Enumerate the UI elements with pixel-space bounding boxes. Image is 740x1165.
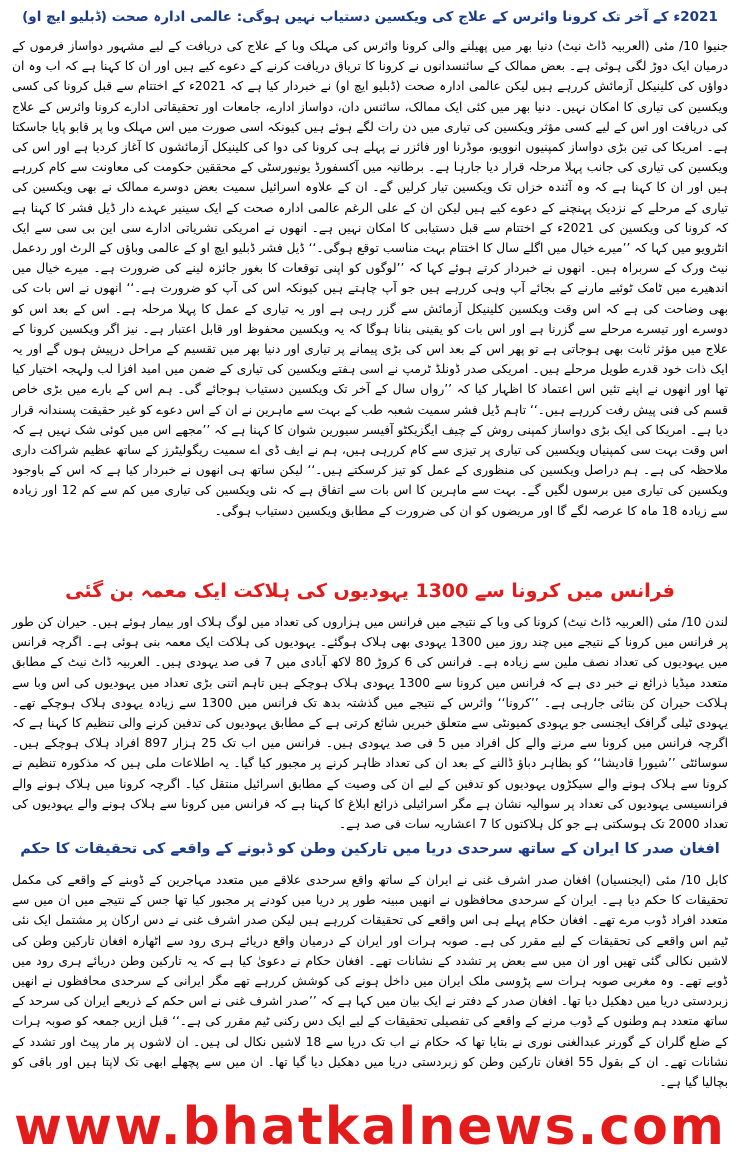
news-page [0, 2, 740, 1165]
headline-afghan-investigation: افغان صدر کا ایران کے ساتھ سرحدی دریا میں تارکین وطن کو ڈبونے کے واقعے کی تحقیقات کا حکم [20, 841, 720, 857]
article-who-vaccine [12, 2, 728, 564]
article-body-france-deaths: لندن 10/ مئی (العربیہ ڈاٹ نیٹ) کرونا کی وبا کے نتیجے میں فرانس میں ہزاروں کی تعداد میں لوگ ہلاک اور بیمار ہوئے ہیں۔ حیران کن طور پر فرانس میں کرونا کے نتیجے میں چند روز میں 1300 یہودی بھی ہلاک ہوگئے۔ یہودیوں کی ہلاکت ایک معمہ بنی ہوئی ہے۔ اگرچہ فرانس میں یہودیوں کی تعداد نصف ملین سے زیادہ ہے۔ فرانس کی 6 کروڑ 80 لاکھ آبادی میں 7 فی صد یہودی ہیں۔ العربیہ ڈاٹ نیٹ کے مطابق متعدد میڈیا ذرائع نے خبر دی ہے کہ فرانس میں کرونا سے 1300 یہودی ہلاک ہوچکے ہیں تاہم اتنی بڑی تعداد میں یہودیوں کی اس وبا سے ہلاکت حیران کن بتائی جارہی ہے۔ ’’کرونا‘‘ وائرس کے نتیجے میں گذشتہ بدھ تک فرانس میں 1300 سے زیادہ یہودی ہلاک ہوچکے تھے۔ یہودی ٹیلی گرافک ایجنسی جو یہودی کمیونٹی سے متعلق خبریں شائع کرتی ہے کے مطابق یہودیوں کی تدفین کرنے والی تنظیم کا کہنا ہے کہ اگرچہ فرانس میں کرونا سے مرنے والے کل افراد میں 5 فی صد یہودی ہیں۔ فرانس میں اب تک 25 ہزار 897 افراد ہلاک ہوچکے ہیں۔ سوسائٹی ’’شیورا قادیشا‘‘ کو بظاہر دباؤ ڈالنے کے بعد ان کی تعداد ظاہر کرنے پر مجبور کیا گیا۔ یہ اطلاعات ملی ہیں کہ مذکورہ تنظیم نے کرونا سے ہلاک ہونے والے سیکڑوں یہودیوں کو تدفین کے لیے ان کی وصیت کے مطابق اسرائیل منتقل کیا۔ اگرچہ کرونا میں ہلاک ہونے والے فرانسیسی یہودیوں کی تعداد پر سوالیہ نشان ہے مگر اسرائیلی ذرائع ابلاغ کا کہنا ہے کہ فرانس میں کرونا سے ہلاک ہونے والے یہودیوں کی تعداد 2000 تک ہوسکتی ہے جو کل ہلاکتوں کا 7 اعشاریہ سات فی صد ہے۔ [12, 615, 729, 832]
article-body-who-vaccine: جنیوا 10/ مئی (العربیہ ڈاٹ نیٹ) دنیا بھر میں پھیلنے والی کرونا وائرس کی مہلک وبا کے علاج کی دریافت کے لیے مشہور دواساز فرموں کے درمیان ایک دوڑ لگی ہوئی ہے۔ بعض ممالک کے سائنسدانوں نے کرونا کا تریاق دریافت کرنے کے دعوے کیے ہیں اور ان کا کہنا ہے کہ اب وہ ان دواؤں کی کلینیکل آزمائش کررہے ہیں لیکن عالمی ادارہ صحت (ڈبلیو ایچ او) نے خبردار کیا ہے کہ 2021ء کے اختتام سے قبل کرونا کی کسی ویکسین کی تیاری کا امکان نہیں۔ دنیا بھر میں کئی ایک ممالک، سائنس دان، دواساز ادارے، جامعات اور تحقیقاتی ادارے کرونا وائرس کے علاج کی دریافت اور اس کے لیے کسی مؤثر ویکسین کی تیاری میں دن رات لگے ہوئے ہیں کیونکہ اسی صورت میں اس مہلک وبا پر قابو پایا جاسکتا ہے۔ امریکا کی تین بڑی دواساز کمپنیوں انوویو، موڈرنا اور فائزر نے پہلے ہی کرونا کی دوا کی کلینیکل آزمائشوں کا آغاز کردیا ہے اور اس کی ویکسین کی تیاری کی جانب پہلا مرحلہ قرار دیا جارہا ہے۔ برطانیہ میں آکسفورڈ یونیورسٹی کے محققین حکومت کی معاونت سے کام کررہے ہیں اور ان کا کہنا ہے کہ وہ آئندہ خزاں تک ویکسین تیار کرلیں گے۔ ان کے علاوہ اسرائیل سمیت بعض دوسرے ممالک نے بھی ویکسین کی تیاری کے مرحلے کے نزدیک پہنچنے کے دعوے کیے ہیں لیکن ان کے علی الرغم عالمی ادارہ صحت کے ایک سینیر عہدے دار ڈیل فشر کا کہنا ہے کہ کرونا کی ویکسین کی 2021ء کے اختتام سے قبل دستیابی کا امکان نہیں ہے۔ انھوں نے امریکی نشریاتی ادارے سی این بی سی سے ایک انٹرویو میں کہا کہ ’’میرے خیال میں اگلے سال کا اختتام بہت مناسب توقع ہوگی۔‘‘ ڈیل فشر ڈبلیو ایچ او کے عالمی وباؤں کے الرٹ اور ردعمل نیٹ ورک کے سربراہ ہیں۔ انھوں نے خبردار کرتے ہوئے کہا کہ ’’لوگوں کو اپنی توقعات کا بغور جائزہ لینے کی ضرورت ہے۔ میرے خیال میں اندھیرے میں ٹامک ٹوئیے مارنے کے بجائے آپ وہی کررہے ہیں جو آپ چاہتے ہیں کیونکہ اس کی آپ کو ضرورت ہے۔‘‘ انھوں نے اس بات کی بھی وضاحت کی ہے کہ اس وقت ویکسین کلینیکل آزمائش سے گزر رہی ہے اور یہ تیاری کے عمل کا پہلا مرحلہ ہے۔ اس کے بعد اس کو دوسرے اور تیسرے مرحلے سے گزرنا ہے اور اس بات کو یقینی بنانا ہوگا کہ یہ ویکسین محفوظ اور قابل اعتبار ہے۔ نیز اگر ویکسین کرونا کے علاج میں مؤثر ثابت بھی ہوجاتی ہے تو پھر اس کے بعد اس کی بڑی پیمانے پر تیاری اور دنیا بھر میں تقسیم کے مراحل درپیش ہوں گے اور یہ ایک ذات خود قدرے طویل مرحلے ہیں۔ امریکی صدر ڈونلڈ ٹرمپ نے اسی ہفتے ویکسین کی تیاری کے ضمن میں امید افزا لب ولہجہ اختیار کیا تھا اور انھوں نے اپنے تئیں اس اعتماد کا اظہار کیا کہ ’’رواں سال کے آخر تک ویکسین دستیاب ہوجائے گی۔ ہم اس کے بارے میں بڑی خاص قسم کی فنی پیش رفت کررہے ہیں۔‘‘ تاہم ڈیل فشر سمیت شعبہ طب کے بہت سے ماہرین نے ان کے اس دعوے کو غیر حقیقت پسندانہ قرار دیا ہے۔ امریکا کی ایک بڑی دواساز کمپنی روش کے چیف ایگزیکٹو آفیسر سیورین شوان کا کہنا ہے کہ ’’مجھے اس میں کوئی شک نہیں ہے کہ اس وقت بہت سی کمپنیاں ویکسین کی تیاری پر تیزی سے کام کررہی ہیں، ہم نے ایف ڈی اے سمیت ریگولیٹرز کے ساتھ عظیم شراکت داری ملاحظہ کی ہے۔ ہم دراصل ویکسین کی منظوری کے عمل کو تیز کرسکتے ہیں۔‘‘ لیکن ساتھ ہی انھوں نے خبردار کیا ہے کہ اس کے باوجود ویکسین کی تیاری میں برسوں لگیں گے۔ بہت سے ماہرین کا اس بات سے اتفاق ہے کہ نئی ویکسین کی تیاری میں کم سے کم 12 اور زیادہ سے زیادہ 18 ماہ کا عرصہ لگے گا اور مریضوں کو ان کی ضرورت کے مطابق ویکسین دستیاب ہوگی۔ [12, 39, 728, 518]
article-afghan-investigation [12, 830, 728, 1090]
article-france-deaths [12, 570, 729, 832]
article-body-afghan-investigation: کابل 10/ مئی (ایجنسیاں) افغان صدر اشرف غنی نے ایران کے ساتھ واقع سرحدی علاقے میں متعدد مہاجرین کے ڈوبنے کے واقعے کی مکمل تحقیقات کا حکم دیا ہے۔ ایران کے سرحدی محافظوں نے انھیں مبینہ طور پر دریا میں کودنے پر مجبور کیا تھا جس کے نتیجے میں ان میں سے متعدد افراد ڈوب مرے تھے۔ افغان حکام پہلے ہی اس واقعے کی تحقیقات کررہے ہیں لیکن صدر اشرف غنی نے دس ارکان پر مشتمل ایک نئی ٹیم اس واقعے کی تحقیقات کے لیے مقرر کی ہے۔ صوبہ ہرات اور ایران کے درمیان واقع دریائے ہری رود سے اٹھارہ افغان تارکین وطن کی لاشیں نکالی گئی تھیں اور ان میں سے بعض پر تشدد کے نشانات تھے۔ افغان حکام نے دعویٰ کیا ہے کہ یہ تارکین وطن دریائے ہری رود میں ڈوبے تھے۔ وہ مغربی صوبہ ہرات سے پڑوسی ملک ایران میں داخل ہونے کی کوشش کررہے تھے مگر ایرانی کے سرحدی محافظوں نے انھیں زبردستی دریا میں دھکیل دیا تھا۔ افغان صدر کے دفتر نے ایک بیان میں کہا ہے کہ ’’صدر اشرف غنی نے اس حکم کے ذریعے ایران کی سرحد کے ساتھ متعدد ہم وطنوں کے ڈوب مرنے کے واقعے کی تفصیلی تحقیقات کے لیے ایک دس رکنی ٹیم مقرر کی ہے۔‘‘ قبل ازیں جمعہ کو صوبہ ہرات کے ضلع گلران کے گورنر عبدالغنی نوری نے بتایا تھا کہ حکام نے اب تک دریا سے 18 لاشیں نکال لی ہیں۔ ان لاشوں پر مار پیٹ اور تشدد کے نشانات تھے۔ ان کے بقول 55 افغان تارکین وطن کو زبردستی دریا میں دھکیل دیا گیا تھا۔ ان میں سے پچھلے ابھی تک لاپتا ہیں اور باقی کو بچالیا گیا ہے۔ [12, 873, 728, 1090]
site-url-footer: www.bhatkalnews.com [14, 1097, 726, 1157]
headline-who-vaccine: 2021ء کے آخر تک کرونا وائرس کے علاج کی ویکسین دستیاب نہیں ہوگی: عالمی ادارہ صحت (ڈبلیو ایچ او) [22, 9, 718, 25]
headline-france-deaths: فرانس میں کرونا سے 1300 یہودیوں کی ہلاکت ایک معمہ بن گئی [65, 580, 675, 602]
